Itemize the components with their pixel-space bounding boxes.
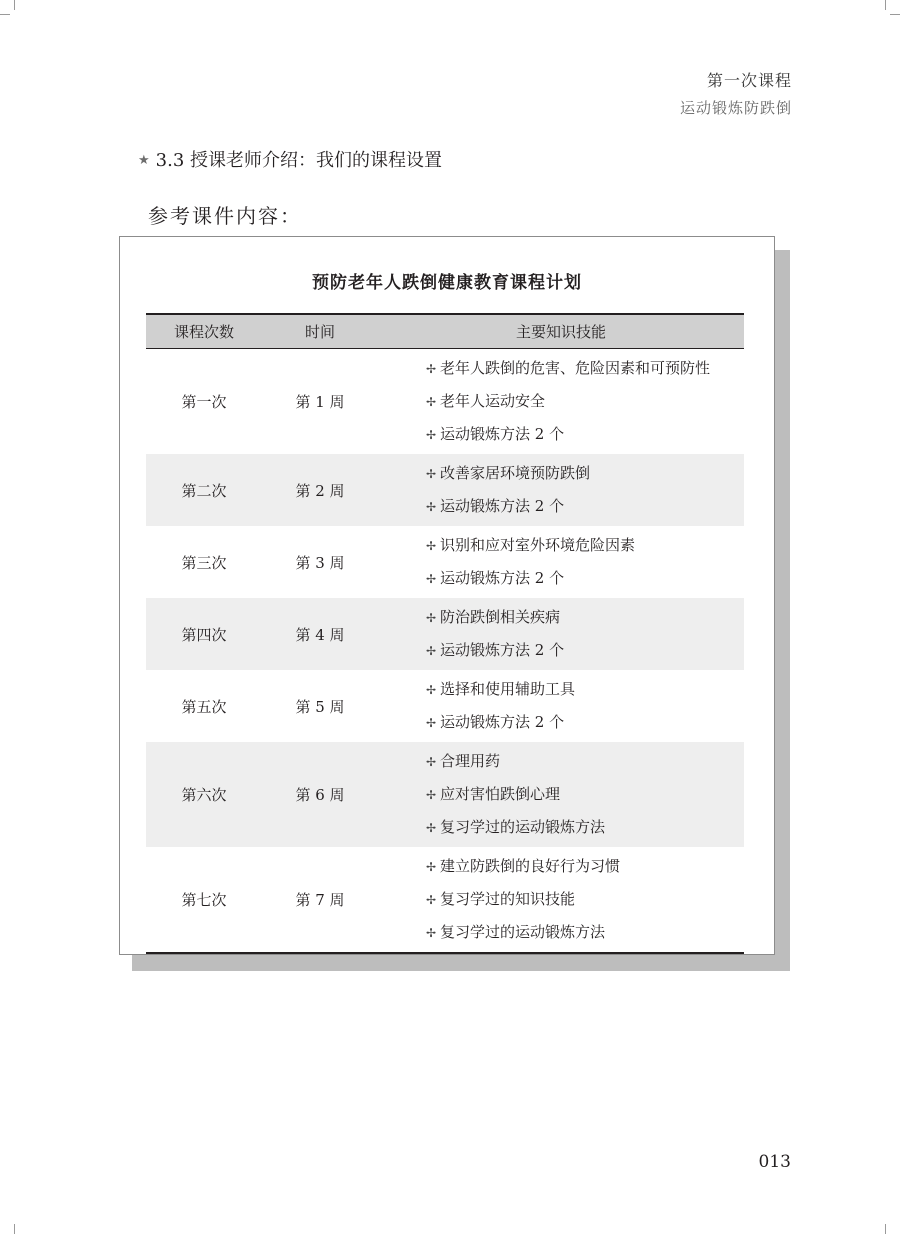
skill-text: 老年人运动安全 [440, 392, 546, 410]
crop-mark-bottom-right [885, 1224, 886, 1234]
skill-item [426, 916, 744, 949]
session-cell: 第四次 [146, 598, 262, 670]
skill-text: 建立防跌倒的良好行为习惯 [440, 857, 621, 875]
skill-item [426, 745, 744, 778]
skills-cell [378, 847, 744, 953]
table-row [146, 349, 744, 455]
table-row [146, 670, 744, 742]
table-header-row [146, 314, 744, 349]
session-cell: 第三次 [181, 553, 227, 572]
skill-list [378, 670, 744, 742]
skill-item [426, 601, 744, 634]
skill-text: 改善家居环境预防跌倒 [440, 464, 591, 482]
header-skills: 主要知识技能 [378, 314, 744, 349]
session-cell: 第五次 [181, 697, 227, 716]
skill-item [426, 673, 744, 706]
sparkle-bullet-icon: ✢ [426, 644, 437, 658]
week-cell: 第 5 周 [295, 697, 345, 716]
table-row [146, 526, 744, 598]
skill-text: 应对害怕跌倒心理 [440, 785, 561, 803]
week-cell: 第 1 周 [295, 393, 345, 411]
skill-text: 运动锻炼方法 2 个 [440, 713, 565, 731]
table-row [146, 454, 744, 526]
skill-list [378, 349, 744, 454]
skill-list [378, 526, 744, 598]
sparkle-bullet-icon: ✢ [426, 926, 437, 940]
table-row [146, 742, 744, 847]
skills-cell [378, 454, 744, 526]
skill-text: 选择和使用辅助工具 [440, 680, 576, 698]
week-cell: 第 6 周 [262, 742, 378, 847]
header-time: 时间 [262, 314, 378, 349]
star-icon: ★ [138, 153, 150, 168]
skill-text: 复习学过的运动锻炼方法 [440, 923, 606, 941]
sparkle-bullet-icon: ✢ [426, 893, 437, 907]
sparkle-bullet-icon: ✢ [426, 860, 437, 874]
crop-mark-top-right-h [890, 14, 900, 15]
skill-text: 运动锻炼方法 2 个 [440, 641, 565, 659]
running-head-subtitle: 运动锻炼防跌倒 [679, 99, 792, 117]
skill-list [378, 454, 744, 526]
skill-item [426, 385, 744, 418]
section-heading [138, 146, 442, 172]
skill-item [426, 883, 744, 916]
running-head [680, 68, 792, 118]
week-cell: 第 3 周 [295, 553, 345, 572]
skills-cell [378, 670, 744, 742]
sparkle-bullet-icon: ✢ [426, 683, 437, 697]
skill-text: 识别和应对室外环境危险因素 [440, 536, 636, 554]
page-number: 013 [758, 1152, 791, 1172]
sparkle-bullet-icon: ✢ [426, 395, 437, 409]
skill-item [426, 850, 744, 883]
skills-cell [378, 349, 744, 455]
skill-list [378, 742, 744, 847]
skill-text: 复习学过的运动锻炼方法 [440, 818, 606, 836]
sparkle-bullet-icon: ✢ [426, 362, 437, 376]
skill-item [426, 529, 744, 562]
skills-cell [378, 526, 744, 598]
week-cell: 第 4 周 [262, 598, 378, 670]
skill-item [426, 418, 744, 451]
session-cell: 第一次 [181, 393, 227, 411]
crop-mark-bottom-left [14, 1224, 15, 1234]
sparkle-bullet-icon: ✢ [426, 755, 437, 769]
week-cell: 第 2 周 [262, 454, 378, 526]
sparkle-bullet-icon: ✢ [426, 716, 437, 730]
skill-item [426, 562, 744, 595]
sparkle-bullet-icon: ✢ [426, 572, 437, 586]
skill-text: 合理用药 [440, 752, 501, 770]
session-cell: 第七次 [181, 891, 227, 909]
sparkle-bullet-icon: ✢ [426, 428, 437, 442]
sparkle-bullet-icon: ✢ [426, 611, 437, 625]
skill-item [426, 490, 744, 523]
running-head-title: 第一次课程 [706, 71, 792, 90]
sparkle-bullet-icon: ✢ [426, 788, 437, 802]
sparkle-bullet-icon: ✢ [426, 467, 437, 481]
skill-item [426, 457, 744, 490]
skill-item [426, 778, 744, 811]
skill-text: 运动锻炼方法 2 个 [440, 569, 565, 587]
skill-item [426, 634, 744, 667]
session-cell: 第六次 [146, 742, 262, 847]
skill-text: 防治跌倒相关疾病 [440, 608, 561, 626]
sparkle-bullet-icon: ✢ [426, 821, 437, 835]
course-plan-card [119, 236, 775, 955]
table-title: 预防老年人跌倒健康教育课程计划 [312, 273, 582, 293]
crop-mark-top-left [14, 0, 15, 10]
skill-list [378, 598, 744, 670]
skills-cell [378, 598, 744, 670]
skill-text: 运动锻炼方法 2 个 [440, 497, 565, 515]
table-row [146, 598, 744, 670]
skill-text: 老年人跌倒的危害、危险因素和可预防性 [440, 359, 711, 377]
skill-list [378, 847, 744, 952]
header-session: 课程次数 [146, 314, 262, 349]
crop-mark-top-right [885, 0, 886, 10]
skill-item [426, 352, 744, 385]
session-cell: 第二次 [146, 454, 262, 526]
sparkle-bullet-icon: ✢ [426, 500, 437, 514]
reference-label: 参考课件内容： [148, 204, 302, 228]
week-cell: 第 7 周 [295, 891, 345, 909]
table-row [146, 847, 744, 953]
skill-text: 复习学过的知识技能 [440, 890, 576, 908]
skill-item [426, 706, 744, 739]
skills-cell [378, 742, 744, 847]
course-plan-table [146, 313, 744, 954]
skill-item [426, 811, 744, 844]
table-body [146, 349, 744, 954]
section-heading-text: 3.3 授课老师介绍：我们的课程设置 [155, 150, 443, 171]
skill-text: 运动锻炼方法 2 个 [440, 425, 565, 443]
sparkle-bullet-icon: ✢ [426, 539, 437, 553]
crop-mark-top-left-h [0, 14, 10, 15]
